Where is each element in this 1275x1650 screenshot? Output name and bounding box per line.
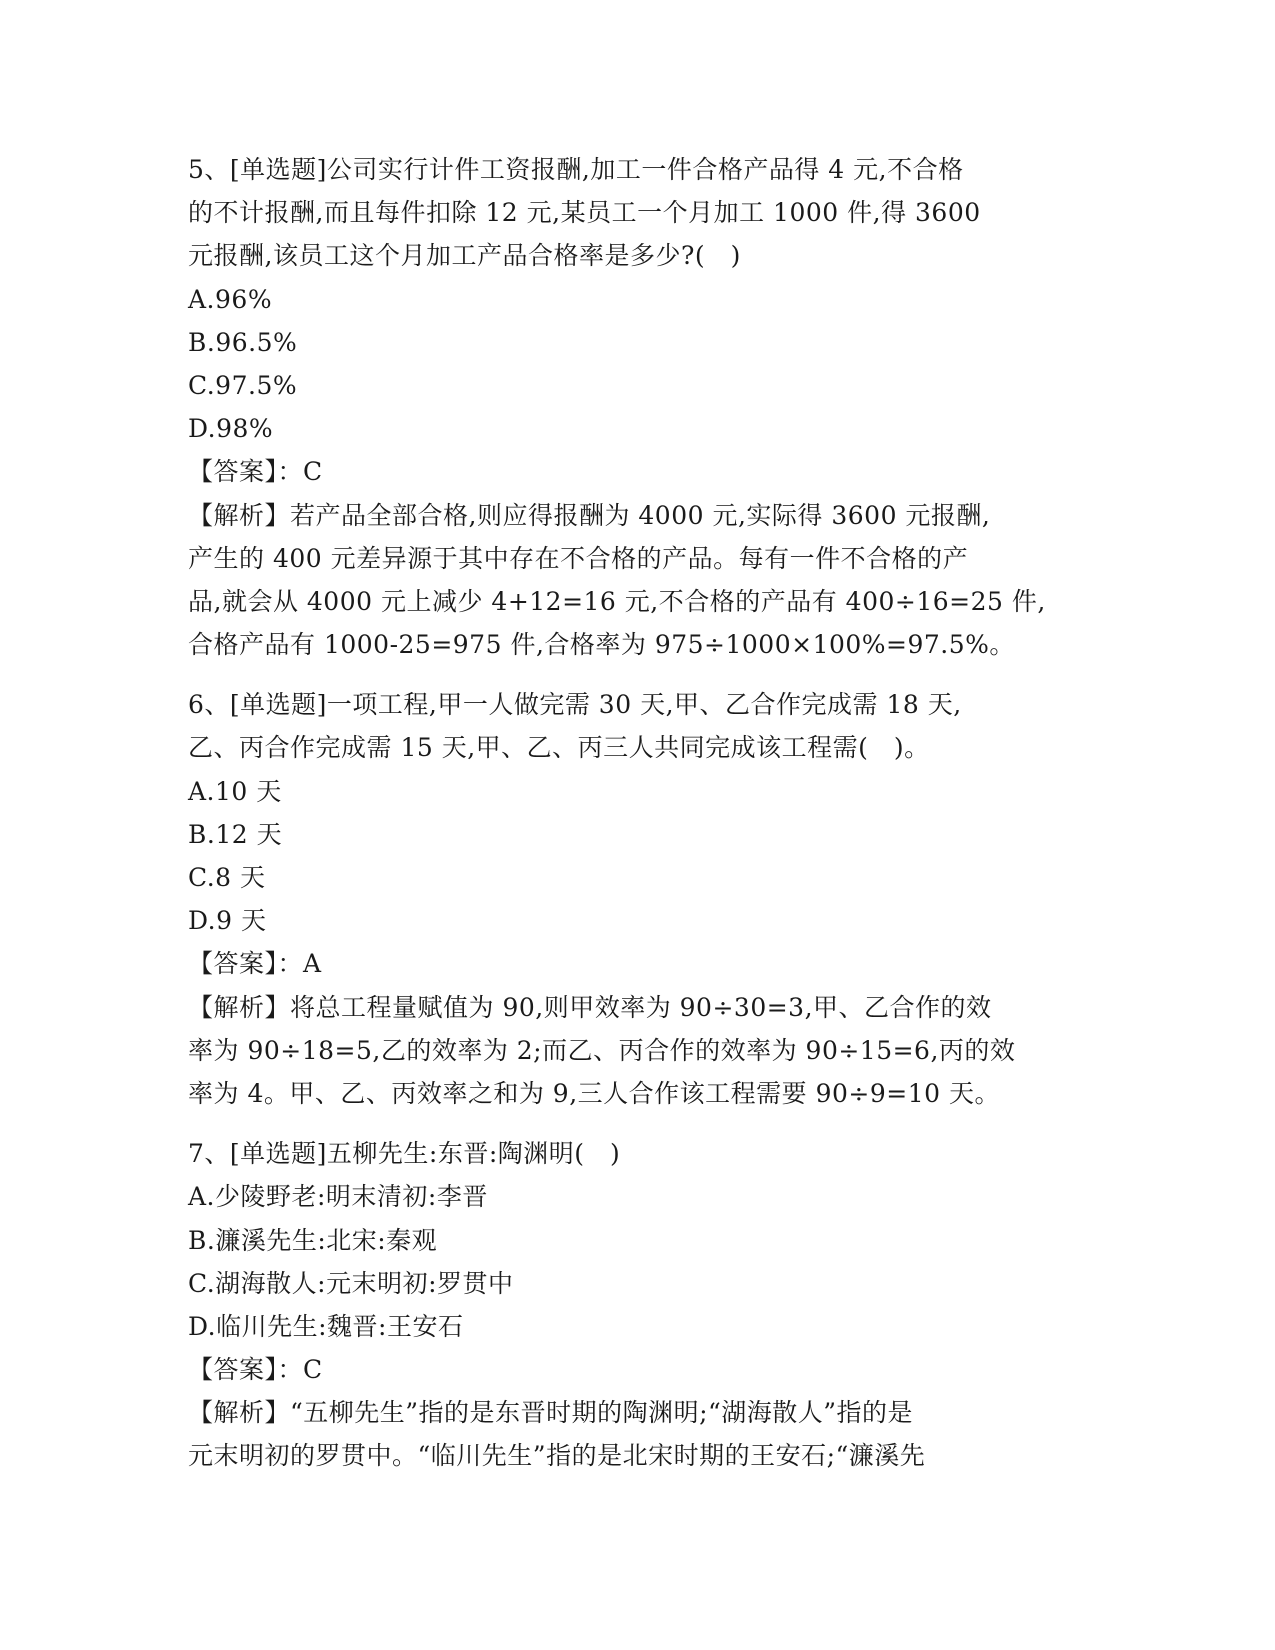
question-stem-line: 的不计报酬,而且每件扣除 12 元,某员工一个月加工 1000 件,得 3600 bbox=[188, 198, 981, 228]
option-b: B.96.5% bbox=[188, 327, 298, 357]
analysis-line: 【解析】将总工程量赋值为 90,则甲效率为 90÷30=3,甲、乙合作的效 bbox=[188, 992, 992, 1022]
analysis-line: 元末明初的罗贯中。“临川先生”指的是北宋时期的王安石;“濂溪先 bbox=[188, 1441, 926, 1471]
option-d: D.9 天 bbox=[188, 906, 267, 936]
question-stem-line: 6、[单选题]一项工程,甲一人做完需 30 天,甲、乙合作完成需 18 天, bbox=[188, 690, 962, 720]
question-block bbox=[188, 683, 1088, 1115]
analysis-line: 产生的 400 元差异源于其中存在不合格的产品。每有一件不合格的产 bbox=[188, 543, 969, 573]
question-stem-line: 5、[单选题]公司实行计件工资报酬,加工一件合格产品得 4 元,不合格 bbox=[188, 155, 964, 184]
document-page bbox=[188, 148, 1088, 1478]
question-stem-line: 元报酬,该员工这个月加工产品合格率是多少?( ) bbox=[188, 241, 741, 271]
analysis-line: 合格产品有 1000-25=975 件,合格率为 975÷1000×100%=97.5%。 bbox=[188, 630, 1015, 660]
analysis-line: 【解析】若产品全部合格,则应得报酬为 4000 元,实际得 3600 元报酬, bbox=[188, 500, 991, 530]
option-b: B.12 天 bbox=[188, 819, 283, 849]
option-b: B.濂溪先生:北宋:秦观 bbox=[188, 1225, 438, 1255]
analysis-line: 【解析】“五柳先生”指的是东晋时期的陶渊明;“湖海散人”指的是 bbox=[188, 1398, 914, 1428]
answer-line: 【答案】：C bbox=[188, 1355, 323, 1385]
question-block bbox=[188, 1132, 1088, 1478]
answer-line: 【答案】：A bbox=[188, 949, 322, 979]
option-a: A.少陵野老:明末清初:李晋 bbox=[188, 1182, 488, 1212]
analysis-line: 率为 4。甲、乙、丙效率之和为 9,三人合作该工程需要 90÷9=10 天。 bbox=[188, 1078, 1000, 1108]
question-spacer bbox=[188, 666, 1088, 683]
question-block bbox=[188, 148, 1088, 666]
option-c: C.97.5% bbox=[188, 370, 298, 400]
analysis-line: 品,就会从 4000 元上减少 4+12=16 元,不合格的产品有 400÷16=25 件, bbox=[188, 586, 1046, 616]
question-stem-line: 乙、丙合作完成需 15 天,甲、乙、丙三人共同完成该工程需( )。 bbox=[188, 733, 930, 763]
option-c: C.8 天 bbox=[188, 863, 266, 892]
answer-line: 【答案】：C bbox=[188, 457, 323, 487]
option-a: A.10 天 bbox=[188, 776, 282, 806]
analysis-line: 率为 90÷18=5,乙的效率为 2;而乙、丙合作的效率为 90÷15=6,丙的效 bbox=[188, 1035, 1016, 1065]
question-spacer bbox=[188, 1115, 1088, 1132]
option-d: D.临川先生:魏晋:王安石 bbox=[188, 1311, 464, 1341]
question-stem-line: 7、[单选题]五柳先生:东晋:陶渊明( ) bbox=[188, 1139, 621, 1169]
option-a: A.96% bbox=[188, 284, 273, 314]
option-d: D.98% bbox=[188, 414, 274, 444]
option-c: C.湖海散人:元末明初:罗贯中 bbox=[188, 1268, 514, 1298]
